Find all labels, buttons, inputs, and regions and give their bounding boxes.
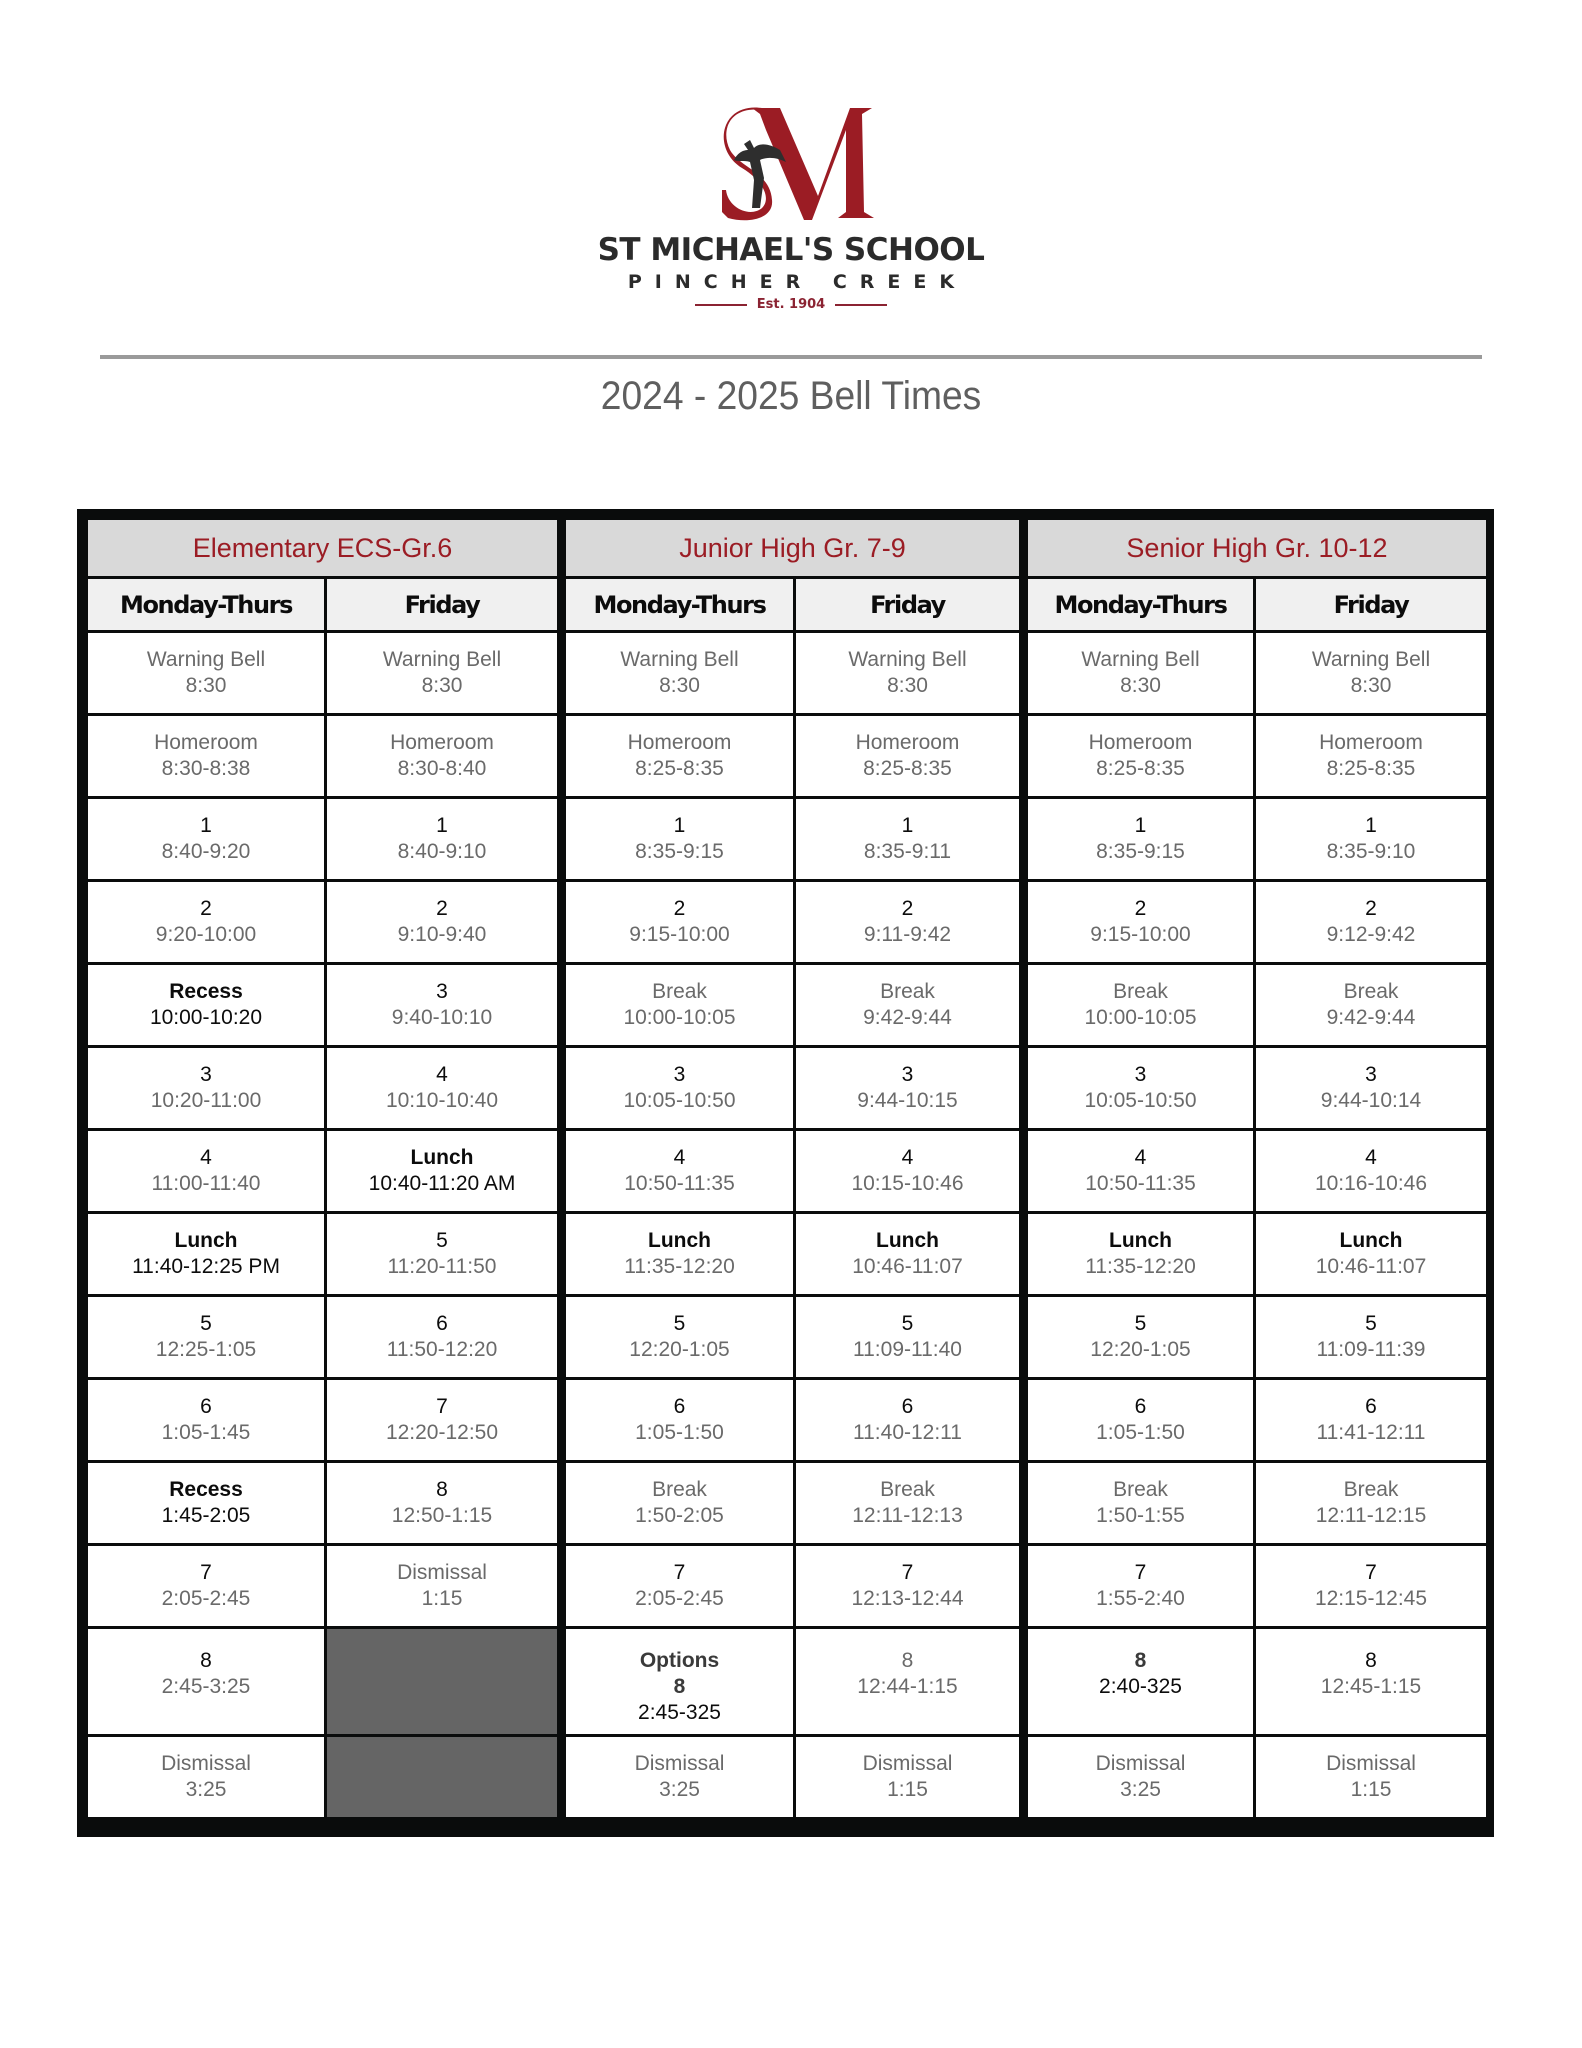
schedule-row	[87, 1545, 1488, 1628]
schedule-cell	[1024, 1379, 1255, 1462]
period-label: 2	[1365, 897, 1377, 920]
schedule-cell	[326, 1462, 562, 1545]
day-header: Monday-Thurs	[562, 578, 795, 632]
period-time: 1:50-1:55	[1096, 1504, 1185, 1527]
period-time: 8:30	[1120, 674, 1161, 697]
period-time: 1:05-1:50	[1096, 1421, 1185, 1444]
period-label: 5	[200, 1312, 212, 1335]
period-time: 11:40-12:11	[853, 1421, 962, 1444]
period-time: 9:42-9:44	[1326, 1006, 1416, 1029]
period-label: Break	[1113, 1478, 1168, 1501]
period-label: 8	[1365, 1649, 1377, 1672]
schedule-cell	[87, 798, 326, 881]
schedule-cell	[1255, 632, 1488, 715]
schedule-cell	[1024, 1296, 1255, 1379]
period-label: Lunch	[1339, 1229, 1403, 1252]
period-label: Homeroom	[855, 731, 960, 754]
period-label: 4	[901, 1146, 914, 1169]
period-time: 8:30	[421, 674, 463, 697]
schedule-cell	[1024, 881, 1255, 964]
schedule-cell	[87, 964, 326, 1047]
schedule-cell	[87, 1545, 326, 1628]
period-time: 8:30	[185, 674, 227, 697]
period-time: 3:25	[1120, 1778, 1161, 1801]
schedule-cell	[326, 1379, 562, 1462]
schedule-cell	[1255, 1462, 1488, 1545]
period-label: 3	[1365, 1063, 1377, 1086]
period-label: 2	[436, 897, 448, 920]
blank-cell	[326, 1736, 562, 1819]
period-time: 10:16-10:46	[1314, 1172, 1428, 1195]
period-label: Dismissal	[161, 1752, 251, 1775]
period-time: 11:35-12:20	[1085, 1255, 1196, 1278]
period-time: 12:25-1:05	[155, 1338, 257, 1361]
schedule-cell	[87, 1736, 326, 1819]
period-time: 10:00-10:05	[623, 1006, 736, 1029]
period-label: Dismissal	[397, 1561, 487, 1584]
period-time: 9:10-9:40	[397, 923, 487, 946]
schedule-cell	[87, 1213, 326, 1296]
schedule-cell	[87, 1130, 326, 1213]
schedule-cell	[326, 1545, 562, 1628]
schedule-cell	[1024, 632, 1255, 715]
period-time: 10:40-11:20 AM	[368, 1172, 516, 1195]
period-number: 8	[673, 1675, 686, 1698]
schedule-cell	[795, 1462, 1024, 1545]
day-header: Friday	[1255, 578, 1488, 632]
schedule-cell	[1255, 1047, 1488, 1130]
schedule-cell	[1024, 964, 1255, 1047]
period-label: Lunch	[648, 1229, 711, 1252]
period-label: 6	[1134, 1395, 1147, 1418]
schedule-cell	[795, 632, 1024, 715]
period-time: 9:15-10:00	[629, 923, 730, 946]
schedule-cell	[795, 1213, 1024, 1296]
period-time: 8:30-8:38	[161, 757, 251, 780]
blank-cell	[326, 1628, 562, 1736]
period-time: 12:15-12:45	[1314, 1587, 1428, 1610]
schedule-cell	[326, 715, 562, 798]
schedule-cell	[326, 881, 562, 964]
period-time: 12:50-1:15	[391, 1504, 493, 1527]
period-time: 3:25	[659, 1778, 700, 1801]
day-header: Monday-Thurs	[87, 578, 326, 632]
period-time: 2:05-2:45	[635, 1587, 724, 1610]
schedule-cell	[562, 798, 795, 881]
schedule-row	[87, 1379, 1488, 1462]
schedule-cell	[1024, 1213, 1255, 1296]
schedule-cell	[1024, 715, 1255, 798]
period-time: 8:25-8:35	[863, 757, 952, 780]
schedule-cell	[562, 1736, 795, 1819]
period-label: 8	[901, 1649, 914, 1672]
period-time: 8:35-9:15	[635, 840, 724, 863]
schedule-cell	[795, 1545, 1024, 1628]
period-time: 8:25-8:35	[1326, 757, 1416, 780]
school-name: ST MICHAEL'S SCHOOL	[597, 232, 985, 268]
period-time: 8:30	[1350, 674, 1392, 697]
period-label: 5	[1134, 1312, 1147, 1335]
schedule-cell	[1255, 1628, 1488, 1736]
schedule-cell	[795, 798, 1024, 881]
group-header-row	[87, 519, 1488, 578]
period-time: 11:09-11:39	[1316, 1338, 1426, 1361]
schedule-cell	[326, 1130, 562, 1213]
group-header-senior-high: Senior High Gr. 10-12	[1024, 519, 1488, 578]
period-label: 2	[673, 897, 686, 920]
period-label: 4	[1134, 1146, 1147, 1169]
schedule-cell	[562, 1545, 795, 1628]
schedule-cell	[795, 881, 1024, 964]
schedule-cell	[795, 715, 1024, 798]
schedule-cell	[562, 632, 795, 715]
schedule-cell	[1255, 798, 1488, 881]
schedule-cell	[1255, 1296, 1488, 1379]
period-label: 8	[436, 1478, 448, 1501]
period-label: 3	[901, 1063, 914, 1086]
period-time: 11:35-12:20	[624, 1255, 735, 1278]
period-time: 9:11-9:42	[863, 923, 952, 946]
period-label: 6	[901, 1395, 914, 1418]
period-label: 1	[1365, 814, 1377, 837]
period-label: 4	[1365, 1146, 1377, 1169]
schedule-cell	[562, 1628, 795, 1736]
schedule-cell	[562, 1462, 795, 1545]
period-label: 8	[1134, 1649, 1147, 1672]
decorative-line	[835, 304, 887, 306]
schedule-row	[87, 1628, 1488, 1736]
period-time: 1:15	[1350, 1778, 1392, 1801]
period-label: Homeroom	[1088, 731, 1193, 754]
period-time: 9:20-10:00	[155, 923, 257, 946]
period-label: Warning Bell	[1081, 648, 1200, 671]
period-label: 6	[200, 1395, 212, 1418]
schedule-cell	[87, 632, 326, 715]
period-label: 4	[200, 1146, 212, 1169]
period-time: 1:15	[887, 1778, 928, 1801]
period-label: Break	[652, 980, 707, 1003]
schedule-cell	[1024, 1545, 1255, 1628]
period-label: Recess	[169, 980, 243, 1003]
period-label: Break	[1113, 980, 1168, 1003]
period-label: 1	[901, 814, 914, 837]
schedule-row	[87, 881, 1488, 964]
period-time: 8:35-9:11	[863, 840, 952, 863]
period-time: 9:42-9:44	[863, 1006, 952, 1029]
period-label: Lunch	[1109, 1229, 1172, 1252]
period-time: 12:13-12:44	[851, 1587, 964, 1610]
schedule-cell	[1255, 1130, 1488, 1213]
period-label: Break	[880, 980, 935, 1003]
period-time: 10:50-11:35	[1085, 1172, 1196, 1195]
period-time: 10:46-11:07	[1315, 1255, 1427, 1278]
period-time: 8:30	[887, 674, 928, 697]
schedule-cell	[1255, 1379, 1488, 1462]
schedule-cell	[795, 1628, 1024, 1736]
schedule-cell	[795, 1736, 1024, 1819]
period-time: 10:05-10:50	[623, 1089, 736, 1112]
period-label: Dismissal	[634, 1752, 725, 1775]
period-label: 5	[1365, 1312, 1377, 1335]
period-label: 2	[901, 897, 914, 920]
schedule-cell	[1255, 964, 1488, 1047]
schedule-cell	[326, 1213, 562, 1296]
period-label: Lunch	[876, 1229, 939, 1252]
period-time: 12:11-12:15	[1315, 1504, 1427, 1527]
schedule-cell	[326, 1296, 562, 1379]
period-time: 2:45-325	[638, 1701, 721, 1724]
period-label: Options	[639, 1649, 720, 1672]
period-label: 1	[673, 814, 686, 837]
period-label: 6	[436, 1312, 448, 1335]
period-label: Homeroom	[627, 731, 732, 754]
period-label: 2	[1134, 897, 1147, 920]
period-time: 10:00-10:20	[149, 1006, 263, 1029]
period-time: 10:46-11:07	[852, 1255, 963, 1278]
period-time: 1:05-1:50	[635, 1421, 724, 1444]
period-label: 6	[1365, 1395, 1377, 1418]
bell-times-table	[85, 517, 1489, 1820]
period-time: 2:45-3:25	[161, 1675, 251, 1698]
period-label: 5	[673, 1312, 686, 1335]
period-time: 9:40-10:10	[391, 1006, 493, 1029]
period-label: Dismissal	[1095, 1752, 1186, 1775]
period-label: 4	[436, 1063, 448, 1086]
period-label: 7	[673, 1561, 686, 1584]
school-logo	[0, 0, 1582, 330]
schedule-cell	[562, 881, 795, 964]
group-header-elementary: Elementary ECS-Gr.6	[87, 519, 562, 578]
schedule-cell	[87, 1628, 326, 1736]
period-label: 7	[200, 1561, 212, 1584]
day-header-row	[87, 578, 1488, 632]
period-time: 12:20-1:05	[1090, 1338, 1191, 1361]
page-title: 2024 - 2025 Bell Times	[600, 374, 982, 418]
period-time: 8:35-9:15	[1096, 840, 1185, 863]
period-time: 11:09-11:40	[853, 1338, 962, 1361]
period-time: 8:30-8:40	[397, 757, 487, 780]
period-label: Break	[652, 1478, 707, 1501]
period-time: 8:40-9:20	[161, 840, 251, 863]
period-label: 7	[1134, 1561, 1147, 1584]
period-time: 11:50-12:20	[386, 1338, 498, 1361]
period-label: Dismissal	[1326, 1752, 1416, 1775]
schedule-row	[87, 632, 1488, 715]
period-time: 3:25	[185, 1778, 227, 1801]
period-label: 1	[1134, 814, 1147, 837]
period-label: 7	[436, 1395, 448, 1418]
period-time: 9:12-9:42	[1326, 923, 1416, 946]
period-label: 1	[436, 814, 448, 837]
period-label: Warning Bell	[848, 648, 967, 671]
period-label: 6	[673, 1395, 686, 1418]
period-time: 8:40-9:10	[397, 840, 487, 863]
period-time: 8:25-8:35	[635, 757, 724, 780]
period-time: 1:05-1:45	[161, 1421, 251, 1444]
period-time: 10:10-10:40	[385, 1089, 499, 1112]
period-time: 2:40-325	[1099, 1675, 1182, 1698]
schedule-cell	[562, 1130, 795, 1213]
schedule-row	[87, 1462, 1488, 1545]
sm-monogram-icon	[700, 100, 880, 230]
period-time: 10:20-11:00	[150, 1089, 262, 1112]
schedule-cell	[87, 1296, 326, 1379]
period-label: 1	[200, 814, 212, 837]
day-header: Monday-Thurs	[1024, 578, 1255, 632]
schedule-cell	[1024, 1462, 1255, 1545]
period-time: 2:05-2:45	[161, 1587, 251, 1610]
period-label: Warning Bell	[146, 648, 266, 671]
established-line	[0, 297, 1582, 312]
school-location: PINCHER CREEK	[627, 271, 968, 293]
period-label: 2	[200, 897, 212, 920]
period-time: 11:00-11:40	[151, 1172, 261, 1195]
period-label: Lunch	[410, 1146, 474, 1169]
period-time: 10:00-10:05	[1084, 1006, 1197, 1029]
period-label: Lunch	[174, 1229, 238, 1252]
period-label: 3	[436, 980, 448, 1003]
established-year: Est. 1904	[756, 297, 826, 312]
period-time: 8:30	[659, 674, 700, 697]
schedule-cell	[1024, 798, 1255, 881]
schedule-cell	[87, 881, 326, 964]
schedule-cell	[562, 1213, 795, 1296]
period-label: Warning Bell	[1311, 648, 1431, 671]
decorative-line	[695, 304, 747, 306]
period-time: 11:41-12:11	[1316, 1421, 1426, 1444]
schedule-cell	[326, 964, 562, 1047]
period-time: 1:55-2:40	[1096, 1587, 1185, 1610]
schedule-row	[87, 1047, 1488, 1130]
period-label: Warning Bell	[382, 648, 502, 671]
schedule-cell	[1255, 715, 1488, 798]
schedule-row	[87, 1296, 1488, 1379]
schedule-cell	[1255, 1213, 1488, 1296]
schedule-cell	[795, 1379, 1024, 1462]
schedule-cell	[1024, 1130, 1255, 1213]
period-label: Homeroom	[390, 731, 494, 754]
schedule-cell	[87, 715, 326, 798]
schedule-cell	[87, 1462, 326, 1545]
period-label: 3	[673, 1063, 686, 1086]
schedule-cell	[795, 1047, 1024, 1130]
period-label: 7	[1365, 1561, 1377, 1584]
period-time: 8:25-8:35	[1096, 757, 1185, 780]
schedule-cell	[326, 798, 562, 881]
day-header: Friday	[326, 578, 562, 632]
period-label: 5	[901, 1312, 914, 1335]
schedule-row	[87, 1213, 1488, 1296]
period-time: 9:44-10:15	[857, 1089, 958, 1112]
schedule-cell	[795, 964, 1024, 1047]
schedule-cell	[1024, 1628, 1255, 1736]
schedule-cell	[562, 964, 795, 1047]
period-time: 12:44-1:15	[857, 1675, 958, 1698]
schedule-cell	[1255, 1736, 1488, 1819]
period-label: 4	[673, 1146, 686, 1169]
day-header: Friday	[795, 578, 1024, 632]
schedule-cell	[562, 1047, 795, 1130]
period-time: 9:44-10:14	[1320, 1089, 1422, 1112]
schedule-cell	[562, 1379, 795, 1462]
schedule-cell	[1024, 1047, 1255, 1130]
period-time: 12:20-1:05	[629, 1338, 730, 1361]
bell-times-table-frame	[77, 509, 1494, 1837]
period-label: 5	[436, 1229, 448, 1252]
group-header-junior-high: Junior High Gr. 7-9	[562, 519, 1024, 578]
period-label: Warning Bell	[620, 648, 739, 671]
period-label: 3	[200, 1063, 212, 1086]
period-time: 8:35-9:10	[1326, 840, 1416, 863]
schedule-body	[87, 632, 1488, 1819]
period-label: Break	[880, 1478, 935, 1501]
period-time: 10:15-10:46	[851, 1172, 964, 1195]
schedule-cell	[1024, 1736, 1255, 1819]
schedule-cell	[87, 1379, 326, 1462]
period-time: 10:05-10:50	[1084, 1089, 1197, 1112]
period-label: Break	[1343, 980, 1399, 1003]
period-time: 12:11-12:13	[852, 1504, 963, 1527]
period-label: 3	[1134, 1063, 1147, 1086]
period-time: 11:40-12:25 PM	[132, 1255, 280, 1278]
schedule-row	[87, 1130, 1488, 1213]
period-time: 1:45-2:05	[161, 1504, 251, 1527]
period-time: 1:15	[421, 1587, 463, 1610]
period-time: 12:20-12:50	[385, 1421, 499, 1444]
schedule-cell	[326, 1047, 562, 1130]
period-label: 8	[200, 1649, 212, 1672]
period-label: Break	[1343, 1478, 1399, 1501]
schedule-cell	[1255, 881, 1488, 964]
schedule-cell	[562, 1296, 795, 1379]
period-label: Dismissal	[862, 1752, 953, 1775]
schedule-cell	[795, 1296, 1024, 1379]
schedule-cell	[87, 1047, 326, 1130]
period-time: 10:50-11:35	[624, 1172, 735, 1195]
period-time: 11:20-11:50	[387, 1255, 497, 1278]
period-label: 7	[901, 1561, 914, 1584]
schedule-row	[87, 715, 1488, 798]
schedule-cell	[1255, 1545, 1488, 1628]
schedule-row	[87, 964, 1488, 1047]
schedule-cell	[795, 1130, 1024, 1213]
period-time: 1:50-2:05	[635, 1504, 724, 1527]
period-label: Recess	[169, 1478, 243, 1501]
period-label: Homeroom	[154, 731, 258, 754]
horizontal-divider	[100, 355, 1482, 359]
schedule-cell	[562, 715, 795, 798]
schedule-row	[87, 798, 1488, 881]
schedule-row	[87, 1736, 1488, 1819]
period-time: 9:15-10:00	[1090, 923, 1191, 946]
schedule-cell	[326, 632, 562, 715]
period-time: 12:45-1:15	[1320, 1675, 1422, 1698]
period-label: Homeroom	[1319, 731, 1423, 754]
